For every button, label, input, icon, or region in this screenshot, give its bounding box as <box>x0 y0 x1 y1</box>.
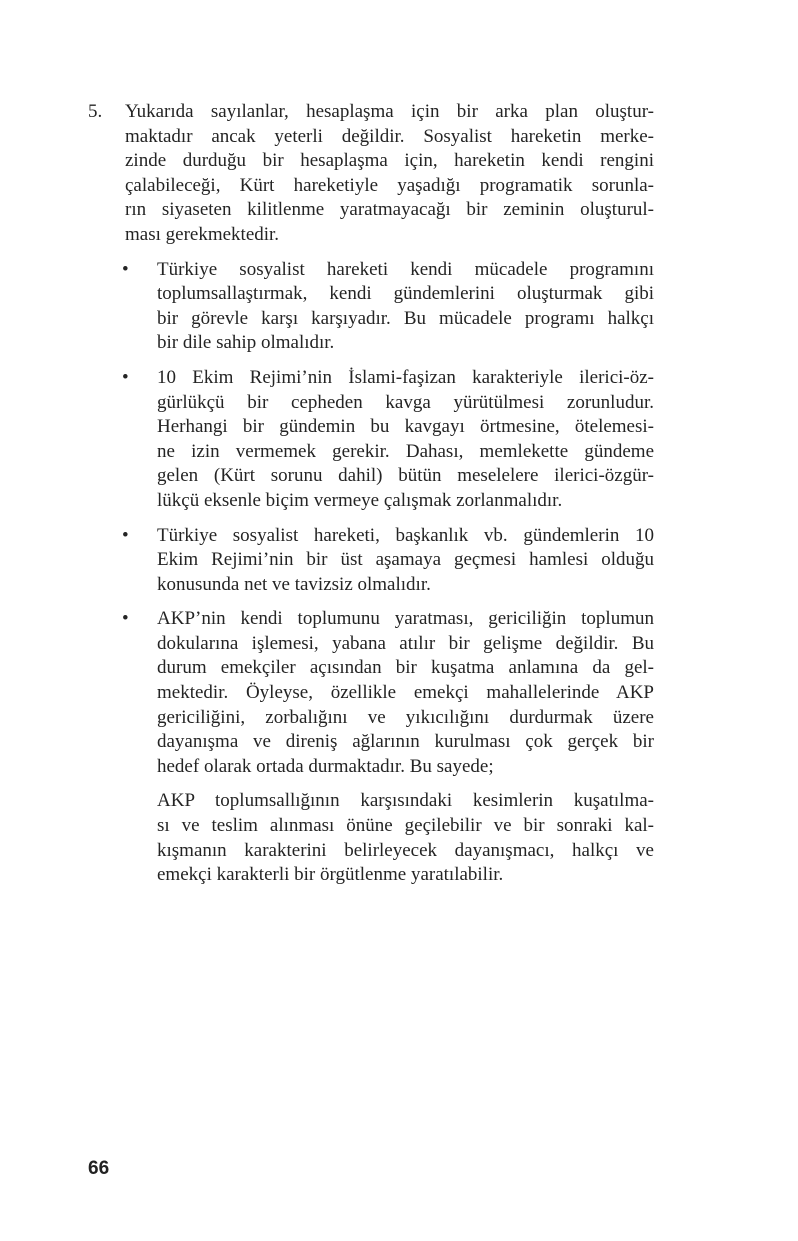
page-content <box>88 100 654 898</box>
paragraph-lines <box>157 366 654 514</box>
text-line: lükçü eksenle biçim vermeye çalışmak zorlanmalıdır. <box>157 489 563 511</box>
text-line: gelen (Kürt sorunu dahil) bütün meselelere ilerici-özgür- <box>157 465 654 487</box>
text-line: Yukarıda sayılanlar, hesaplaşma için bir arka plan oluştur- <box>125 101 654 122</box>
text-line: toplumsallaştırmak, kendi gündemlerini oluşturmak gibi <box>157 283 654 305</box>
bullet-item <box>122 524 654 598</box>
text-line: ması gerekmektedir. <box>125 223 280 245</box>
text-line: sı ve teslim alınması önüne geçilebilir ve bir sonraki kal- <box>157 815 654 837</box>
numbered-item <box>88 100 654 248</box>
text-line: AKP’nin kendi toplumunu yaratması, gericiliğin toplumun <box>157 608 654 630</box>
bullet-item <box>122 258 654 356</box>
text-line: çalabileceği, Kürt hareketiyle yaşadığı programatik sorunla- <box>125 174 654 196</box>
text-line: mektedir. Öyleyse, özellikle emekçi mahallelerinde AKP <box>157 682 654 704</box>
text-line: 10 Ekim Rejimi’nin İslami-faşizan karakteriyle ilerici-öz- <box>157 366 654 388</box>
text-line: Herhangi bir gündemin bu kavgayı örtmesine, ötelemesi- <box>157 416 654 438</box>
text-line: emekçi karakterli bir örgütlenme yaratılabilir. <box>157 864 504 886</box>
text-line: kışmanın karakterini belirleyecek dayanışmacı, halkçı ve <box>157 839 654 861</box>
text-line: ne izin vermemek gerekir. Dahası, memlekette gündeme <box>157 440 654 462</box>
bullet-item <box>122 607 654 779</box>
text-line: bir dile sahip olmalıdır. <box>157 332 335 354</box>
text-line: Türkiye sosyalist hareketi kendi mücadele programını <box>157 258 654 280</box>
text-line: konusunda net ve tavizsiz olmalıdır. <box>157 573 431 595</box>
text-line: dayanışma ve direniş ağlarının kurulması çok gerçek bir <box>157 731 654 753</box>
bullet-marker: • <box>122 366 129 388</box>
text-line: durum emekçiler açısından bir kuşatma anlamına da gel- <box>157 657 654 679</box>
item-number: 5. <box>88 101 103 122</box>
paragraph <box>157 789 654 887</box>
bullet-marker: • <box>122 258 129 280</box>
paragraph-lines <box>125 100 654 248</box>
text-line: bir görevle karşı karşıyadır. Bu mücadele programı halkçı <box>157 307 654 329</box>
text-line: hedef olarak ortada durmaktadır. Bu sayede; <box>157 755 494 777</box>
text-line: maktadır ancak yeterli değildir. Sosyalist hareketin merke- <box>125 125 654 147</box>
paragraph-lines <box>157 258 654 356</box>
paragraph-lines <box>157 789 654 887</box>
bullet-marker: • <box>122 608 129 630</box>
paragraph-lines <box>157 607 654 779</box>
text-line: Ekim Rejimi’nin bir üst aşamaya geçmesi hamlesi olduğu <box>157 549 654 571</box>
page-number: 66 <box>88 1158 110 1179</box>
text-line: Türkiye sosyalist hareketi, başkanlık vb. gündemlerin 10 <box>157 524 654 546</box>
paragraph-lines <box>157 524 654 598</box>
bullet-marker: • <box>122 524 129 546</box>
text-line: zinde durduğu bir hesaplaşma için, hareketin kendi rengini <box>125 150 654 172</box>
text-line: gürlükçü bir cepheden kavga yürütülmesi zorunludur. <box>157 391 654 413</box>
bullet-item <box>122 366 654 514</box>
text-line: gericiliğini, zorbalığını ve yıkıcılığını durdurmak üzere <box>157 706 654 728</box>
text-line: AKP toplumsallığının karşısındaki kesimlerin kuşatılma- <box>157 790 654 812</box>
text-line: dokularına işlemesi, yabana atılır bir gelişme değildir. Bu <box>157 632 654 654</box>
text-line: rın siyaseten kilitlenme yaratmayacağı bir zeminin oluşturul- <box>125 199 654 221</box>
